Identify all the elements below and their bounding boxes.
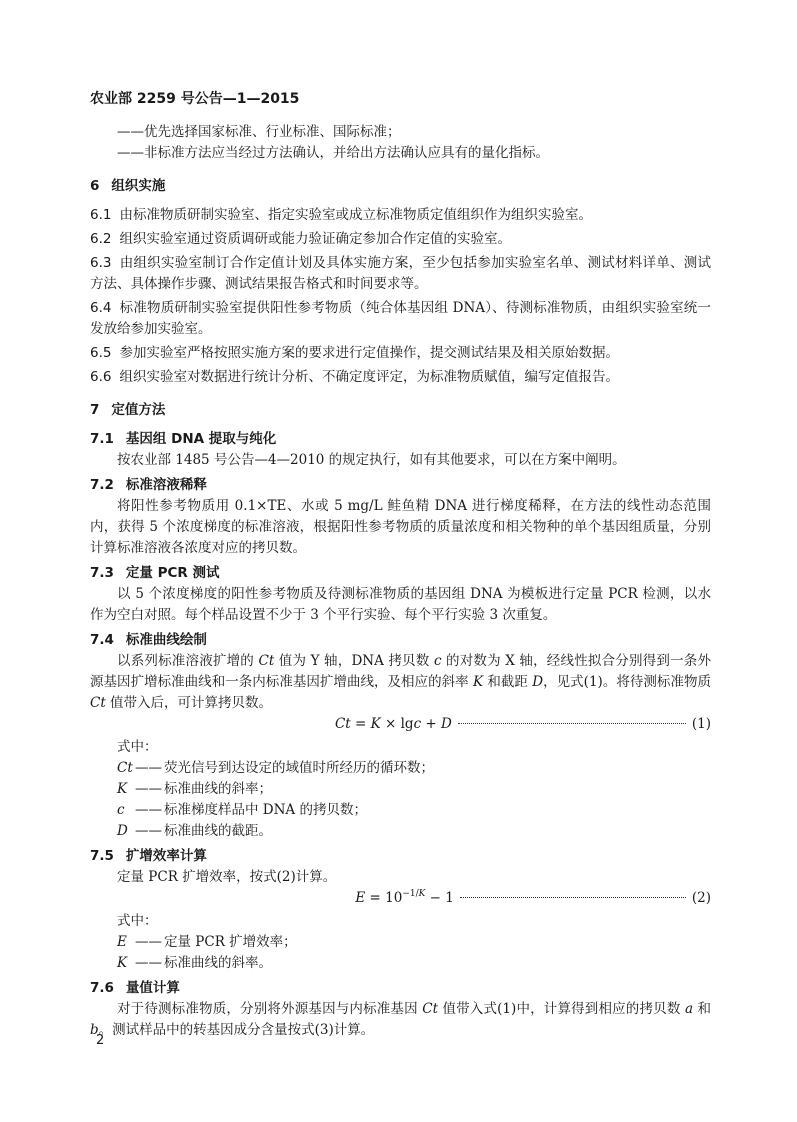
definition-dash: ——: [135, 934, 162, 950]
definition-label: 式中：: [117, 913, 158, 929]
subsection-number: 7.6: [90, 980, 114, 996]
text-run: 值带入后，可计算拷贝数。: [105, 695, 273, 711]
section-6-heading: [90, 176, 711, 197]
math-symbol: D: [532, 674, 544, 690]
text-run: 。测试样品中的转基因成分含量按式(3)计算。: [98, 1022, 375, 1038]
text-run: 以系列标准溶液扩增的: [117, 653, 259, 669]
definition-item: [117, 821, 711, 842]
item-number: 6.1: [90, 207, 112, 223]
text-run: = 10: [365, 890, 403, 906]
subsection-title: 扩增效率计算: [125, 848, 207, 864]
text-run: 按农业部 1485 号公告—4—2010 的规定执行，如有其他要求，可以在方案中阐明。: [117, 452, 626, 468]
definition-item: [117, 758, 711, 779]
subsection-paragraph: [90, 867, 711, 888]
subsection-title: 标准曲线绘制: [125, 632, 207, 648]
subsection-number: 7.1: [90, 431, 114, 447]
math-symbol: K: [472, 674, 484, 690]
definition-symbol: Ct: [117, 760, 133, 776]
formula-2-expression: [355, 888, 453, 909]
definition-text: 标准梯度样品中 DNA 的拷贝数；: [164, 802, 367, 818]
formula-1: [90, 714, 711, 735]
subsection-heading: [90, 630, 711, 651]
definition-symbol: D: [117, 823, 128, 839]
item-text: 参加实验室严格按照实施方案的要求进行定值操作，提交测试结果及相关原始数据。: [119, 345, 619, 361]
text-run: × lg: [380, 716, 414, 732]
text-run: +: [421, 716, 442, 732]
definition-dash: ——: [135, 955, 162, 971]
definition-text: 荧光信号到达设定的域值时所经历的循环数；: [164, 760, 434, 776]
section-6-item: [90, 367, 711, 388]
definition-text: 标准曲线的截距。: [164, 823, 272, 839]
subsection-title: 量值计算: [125, 980, 180, 996]
subsection-title: 基因组 DNA 提取与纯化: [125, 431, 277, 447]
text-run: 将阳性参考物质用 0.1×TE、水或 5 mg/L 鲑鱼精 DNA 进行梯度稀释，在方法的线性动态范围内，获得 5 个浓度梯度的标准溶液，根据阳性参考物质的质量浓度和相关物种的单个基因组质量，分别计算标准溶液各浓度对应的拷贝数。: [90, 498, 711, 556]
text-run: 值为 Y 轴，DNA 拷贝数: [274, 653, 434, 669]
formula-2-tag: (2): [691, 890, 711, 906]
subsection-title: 定量 PCR 测试: [125, 565, 220, 581]
subsection-number: 7.5: [90, 848, 114, 864]
subsection-paragraph: [90, 496, 711, 559]
definition-text: 标准曲线的斜率；: [164, 781, 272, 797]
item-text: 组织实验室通过资质调研或能力验证确定参加合作定值的实验室。: [119, 231, 511, 247]
definition-item: [117, 932, 711, 953]
item-number: 6.3: [90, 255, 112, 271]
formula-2-leader: [460, 897, 686, 898]
definition-item: [117, 953, 711, 974]
subsection-paragraph: [90, 584, 711, 626]
formula-1-leader: [458, 723, 686, 724]
math-symbol: Ct: [90, 695, 106, 711]
definition-list: [90, 758, 711, 842]
formula-1-tag: (1): [691, 716, 711, 732]
section-6-number: 6: [90, 178, 100, 194]
text-run: =: [350, 716, 371, 732]
item-text: 组织实验室对数据进行统计分析、不确定度评定，为标准物质赋值，编写定值报告。: [119, 369, 619, 385]
formula-2-lhs: [355, 890, 402, 906]
text-run: 和截距: [483, 674, 533, 690]
formula-2: [90, 888, 711, 909]
section-6-item: [90, 205, 711, 226]
definition-list: [90, 932, 711, 974]
item-text: 由组织实验室制订合作定值计划及具体实施方案，至少包括参加实验室名单、测试材料详单、测试方法、具体操作步骤、测试结果报告格式和时间要求等。: [90, 255, 711, 292]
section-7-number: 7: [90, 402, 100, 418]
item-text: 由标准物质研制实验室、指定实验室或成立标准物质定值组织作为组织实验室。: [119, 207, 592, 223]
formula-2-tail: [425, 890, 453, 906]
text-run: 定量 PCR 扩增效率，按式(2)计算。: [117, 869, 337, 885]
subsection-paragraph: [90, 450, 711, 471]
definition-symbol: K: [117, 955, 128, 971]
math-symbol: E: [355, 890, 366, 906]
math-symbol: K: [418, 888, 426, 899]
text-run: 的对数为 X 轴，经线性拟合分别得到一条外源基因扩增标准曲线和一条内标准基因扩增曲线，及相应的斜率: [90, 653, 711, 690]
definition-dash: ——: [135, 781, 162, 797]
intro-line-national-standard: ——优先选择国家标准、行业标准、国际标准；: [117, 124, 401, 140]
definition-text: 定量 PCR 扩增效率；: [164, 934, 297, 950]
text-run: 以 5 个浓度梯度的阳性参考物质及待测标准物质的基因组 DNA 为模板进行定量 PCR 检测，以水作为空白对照。每个样品设置不少于 3 个平行实验、每个平行实验 3 次重复。: [90, 586, 711, 623]
subsection-heading: [90, 563, 711, 584]
section-7-heading: [90, 400, 711, 421]
item-number: 6.4: [90, 300, 112, 316]
subsection-title: 标准溶液稀释: [125, 477, 207, 493]
subsection-paragraph: [90, 999, 711, 1041]
definition-text: 标准曲线的斜率。: [164, 955, 272, 971]
section-6-title: 组织实施: [111, 178, 166, 194]
text-run: −1/: [402, 888, 419, 899]
definition-dash: ——: [135, 823, 162, 839]
math-symbol: b: [90, 1022, 99, 1038]
definition-symbol: E: [117, 934, 127, 950]
definition-label: 式中：: [117, 739, 158, 755]
section-6-item: [90, 298, 711, 340]
section-6-item: [90, 229, 711, 250]
math-symbol: a: [684, 1001, 694, 1017]
item-number: 6.2: [90, 231, 112, 247]
definition-symbol: K: [117, 781, 128, 797]
subsection-number: 7.3: [90, 565, 114, 581]
item-number: 6.5: [90, 345, 112, 361]
item-text: 标准物质研制实验室提供阳性参考物质（纯合体基因组 DNA）、待测标准物质，由组织实验室统一发放给参加实验室。: [90, 300, 711, 337]
subsection-heading: [90, 978, 711, 999]
subsection-heading: [90, 846, 711, 867]
math-symbol: D: [441, 716, 452, 732]
section-7-title: 定值方法: [111, 402, 166, 418]
text-run: − 1: [425, 890, 454, 906]
item-number: 6.6: [90, 369, 112, 385]
section-6-item: [90, 253, 711, 295]
text-run: ，见式(1)。将待测标准物质: [543, 674, 711, 690]
formula-2-exponent: [402, 889, 425, 899]
math-symbol: K: [370, 716, 381, 732]
math-symbol: Ct: [258, 653, 275, 669]
text-run: 对于待测标准物质，分别将外源基因与内标准基因: [117, 1001, 423, 1017]
text-run: 和: [693, 1001, 711, 1017]
math-symbol: Ct: [334, 716, 351, 732]
subsection-heading: [90, 429, 711, 450]
definition-item: [117, 779, 711, 800]
formula-1-expression: [335, 714, 452, 735]
header-title: 农业部 2259 号公告—1—2015: [90, 91, 300, 107]
section-6-item: [90, 343, 711, 364]
page-number: 2: [96, 1033, 105, 1048]
intro-line-nonstandard-method: ——非标准方法应当经过方法确认，并给出方法确认应具有的量化指标。: [117, 145, 549, 161]
definition-dash: ——: [135, 760, 162, 776]
math-symbol: c: [433, 653, 442, 669]
definition-item: [117, 800, 711, 821]
text-run: 值带入式(1)中，计算得到相应的拷贝数: [438, 1001, 685, 1017]
definition-dash: ——: [135, 802, 162, 818]
definition-symbol: c: [117, 802, 125, 818]
subsection-heading: [90, 475, 711, 496]
math-symbol: c: [413, 716, 422, 732]
math-symbol: Ct: [422, 1001, 438, 1017]
subsection-number: 7.2: [90, 477, 114, 493]
subsection-paragraph: [90, 651, 711, 714]
subsection-number: 7.4: [90, 632, 114, 648]
